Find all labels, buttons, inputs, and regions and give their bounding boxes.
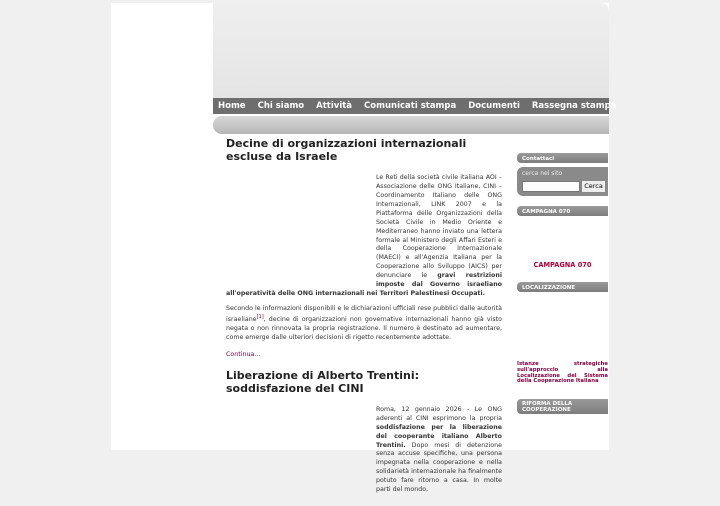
- article-paragraph: Roma, 12 gennaio 2026 - Le ONG aderenti al CINI esprimono la propria soddisfazione per la liberazione del cooperante italiano Alberto Trentini. Dopo mesi di detenzione senza accuse specifiche, una persona impegnata nella cooperazione e nella solidarietà internazionale ha finalmente potuto fare ritorno a casa. In molte parti del mondo,: [376, 405, 502, 494]
- nav-attivita[interactable]: Attività: [316, 101, 353, 111]
- site-header-banner: [213, 3, 609, 98]
- localizzazione-spacer: [517, 292, 608, 362]
- nav-documenti[interactable]: Documenti: [468, 101, 520, 111]
- search-button[interactable]: Cerca: [581, 180, 606, 193]
- campagna-link[interactable]: CAMPAGNA 070: [533, 261, 592, 269]
- article-image: [226, 406, 376, 506]
- search-box: [517, 167, 608, 196]
- nav-chi-siamo[interactable]: Chi siamo: [257, 101, 305, 111]
- nav-rassegna-stampa[interactable]: Rassegna stampa: [531, 101, 617, 111]
- riforma-heading: RIFORMA DELLA COOPERAZIONE: [517, 399, 608, 414]
- campagna-spacer: [517, 216, 608, 261]
- campagna-heading: CAMPAGNA 070: [517, 206, 608, 216]
- article: [226, 370, 502, 495]
- contact-link[interactable]: Contattaci: [517, 153, 608, 163]
- search-input[interactable]: [522, 181, 580, 192]
- localizzazione-heading: LOCALIZZAZIONE: [517, 282, 608, 292]
- nav-home[interactable]: Home: [218, 101, 246, 111]
- search-label: cerca nel sito: [522, 170, 563, 177]
- article-paragraph: Le Reti della società civile italiana AOI – Associazione delle ONG Italiane, CINI – Coordinamento Italiano delle ONG Internazionali, LINK 2007 e la Piattaforma delle Organizzazioni della Società Civile in Medio Oriente e Mediterraneo hanno inviato una lettera formale al Ministero degli Affari Esteri e della Cooperazione Internazionale (MAECI) e all'Agenzia Italiana per la Cooperazione allo Sviluppo (AICS) per denunciare le gravi restrizioni imposte dal Governo israeliano all'operatività delle ONG internazionali nei Territori Palestinesi Occupati.: [226, 173, 502, 298]
- main-content: [226, 138, 502, 506]
- sidebar: [517, 153, 608, 414]
- article: [226, 138, 502, 360]
- article-paragraph: Secondo le informazioni disponibili e le dichiarazioni ufficiali rese pubblici dalle autorità israeliane[1], decine di organizzazioni non governative internazionali hanno già visto negata o non rinnovata la propria registrazione. Il numero è destinato ad aumentare, come emerge dalle ulteriori decisioni di rigetto recentemente adottate.: [226, 305, 502, 341]
- footnote-link[interactable]: [1]: [256, 314, 264, 320]
- article-image: [226, 174, 376, 286]
- sub-header-bar: [213, 116, 609, 134]
- main-nav: [213, 98, 617, 114]
- read-more-link[interactable]: Continua...: [226, 350, 261, 358]
- article-title[interactable]: Liberazione di Alberto Trentini: soddisfazione del CINI: [226, 368, 420, 395]
- article-title[interactable]: Decine di organizzazioni internazionali escluse da Israele: [226, 137, 467, 163]
- nav-comunicati-stampa[interactable]: Comunicati stampa: [364, 101, 457, 111]
- istanze-link[interactable]: Istanze strategiche sull'approccio alla Localizzazione del Sistema della Cooperazione Italiana: [517, 361, 608, 385]
